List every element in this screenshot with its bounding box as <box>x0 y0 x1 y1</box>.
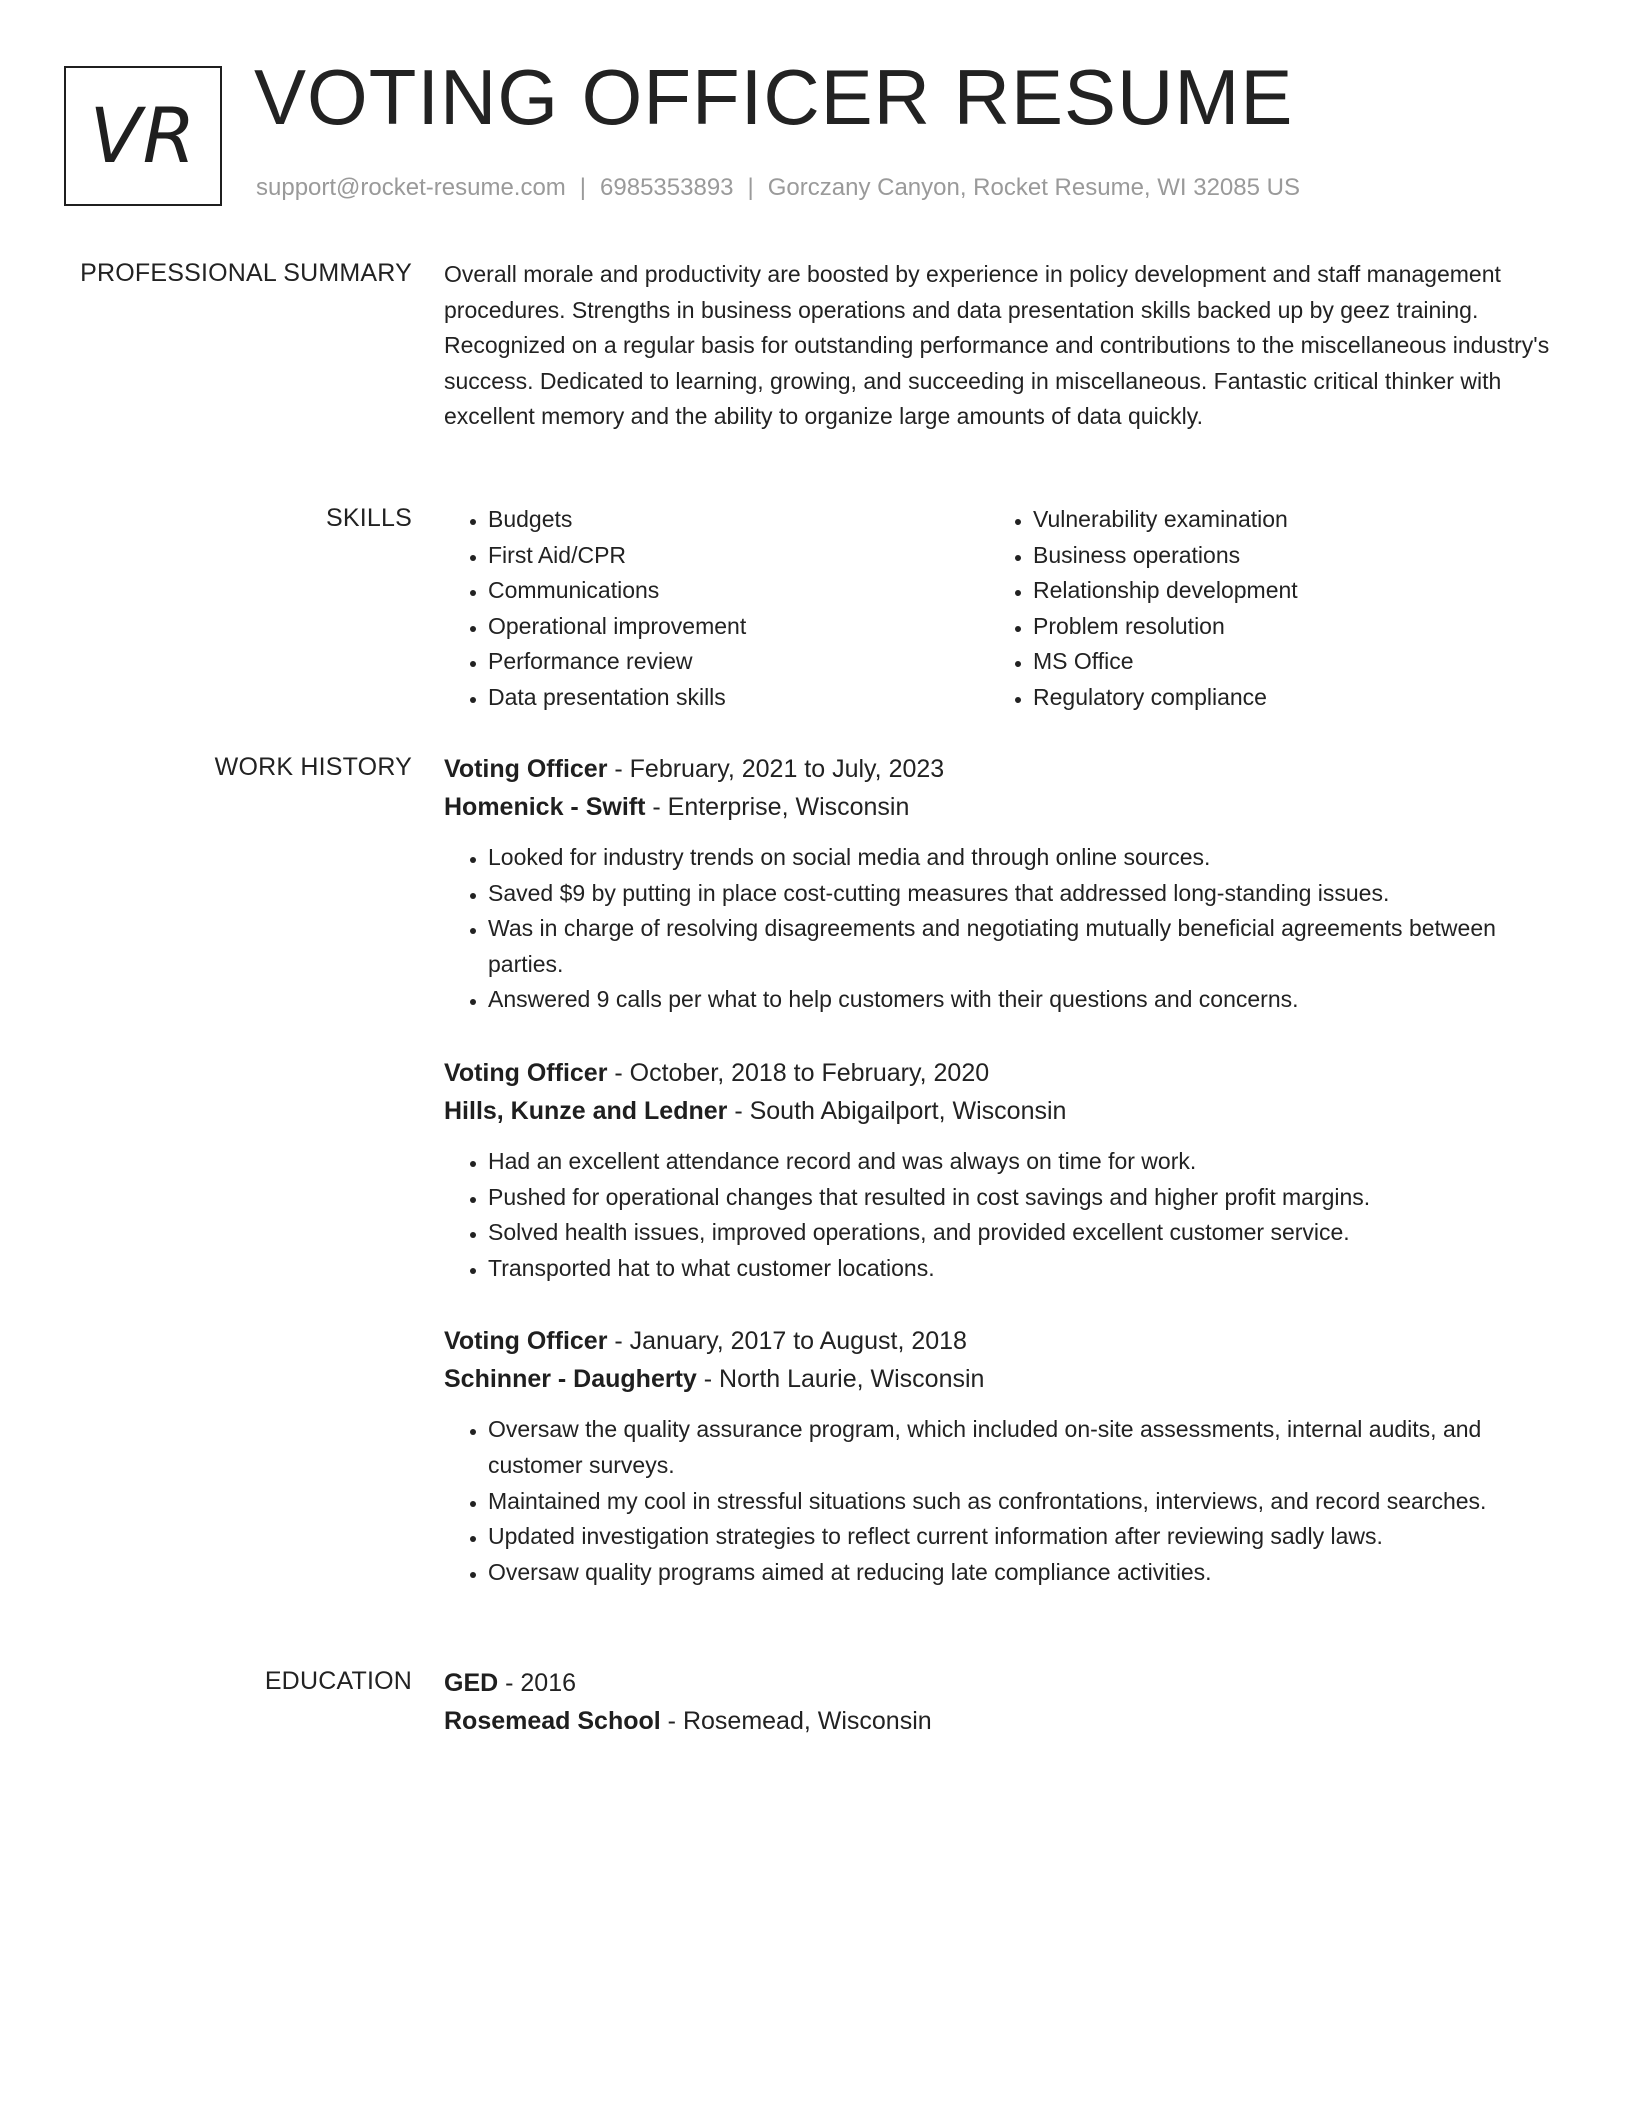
education-school: Rosemead School <box>444 1707 661 1735</box>
education-degree-line <box>444 1664 1554 1702</box>
skill-item: • Budgets <box>488 502 989 538</box>
job-bullet: • Oversaw quality programs aimed at reducing late compliance activities. <box>488 1555 1554 1591</box>
skill-item: • First Aid/CPR <box>488 538 989 574</box>
job-bullet: • Solved health issues, improved operations, and provided excellent customer service. <box>488 1215 1554 1251</box>
job-company: Schinner - Daugherty <box>444 1365 697 1394</box>
job-title-line <box>444 750 1554 788</box>
job-bullet: • Answered 9 calls per what to help customers with their questions and concerns. <box>488 982 1554 1018</box>
job-bullets <box>444 1144 1554 1286</box>
job-location: - South Abigailport, Wisconsin <box>727 1096 1067 1125</box>
skill-item: • Communications <box>488 573 989 609</box>
job-bullets <box>444 840 1554 1018</box>
education-year: - 2016 <box>498 1669 577 1697</box>
skill-item: • Vulnerability examination <box>1033 502 1534 538</box>
skill-item: • Regulatory compliance <box>1033 680 1534 716</box>
job-bullet: • Had an excellent attendance record and was always on time for work. <box>488 1144 1554 1180</box>
job-bullet: • Updated investigation strategies to reflect current information after reviewing sadly laws. <box>488 1519 1554 1555</box>
job-dates: - January, 2017 to August, 2018 <box>607 1327 967 1356</box>
work-history-body <box>444 750 1554 1626</box>
resume-title: VOTING OFFICER RESUME <box>254 53 1294 141</box>
contact-line <box>256 176 1300 200</box>
skill-item: • Operational improvement <box>488 609 989 645</box>
job-bullet: • Transported hat to what customer locations. <box>488 1251 1554 1287</box>
job-title: Voting Officer <box>444 1058 608 1087</box>
job-title-line <box>444 1054 1554 1092</box>
skills-column-left <box>444 502 989 716</box>
job-bullet: • Looked for industry trends on social media and through online sources. <box>488 840 1554 876</box>
work-history-heading: WORK HISTORY <box>214 753 412 781</box>
summary-body <box>444 257 1554 435</box>
job-company-line <box>444 788 1554 826</box>
education-degree: GED <box>444 1669 499 1697</box>
job-entry <box>444 750 1554 1018</box>
job-bullet: • Maintained my cool in stressful situations such as confrontations, interviews, and record searches. <box>488 1484 1554 1520</box>
job-title: Voting Officer <box>444 1327 608 1356</box>
summary-heading: PROFESSIONAL SUMMARY <box>80 259 412 287</box>
job-location: - North Laurie, Wisconsin <box>696 1365 985 1394</box>
job-entry <box>444 1054 1554 1286</box>
contact-address: Gorczany Canyon, Rocket Resume, WI 32085 US <box>767 174 1300 201</box>
job-dates: - February, 2021 to July, 2023 <box>607 755 945 783</box>
contact-separator: | <box>579 174 587 201</box>
education-heading: EDUCATION <box>264 1667 412 1695</box>
job-company: Hills, Kunze and Ledner <box>444 1096 728 1125</box>
job-entry <box>444 1322 1554 1590</box>
job-title: Voting Officer <box>444 755 608 783</box>
job-dates: - October, 2018 to February, 2020 <box>607 1058 990 1087</box>
job-company-line <box>444 1360 1554 1398</box>
education-body <box>444 1664 1554 1740</box>
job-bullet: • Was in charge of resolving disagreements and negotiating mutually beneficial agreements between parties. <box>488 911 1554 982</box>
skill-item: • Problem resolution <box>1033 609 1534 645</box>
skill-item: • Relationship development <box>1033 573 1534 609</box>
contact-phone: 6985353893 <box>600 174 734 201</box>
summary-text: Overall morale and productivity are boosted by experience in policy development and staff management procedures. Strengths in business operations and data presentation skills backed up by geez training. Recognized on a regular basis for outstanding performance and contributions to the miscellaneous industry's success. Dedicated to learning, growing, and succeeding in miscellaneous. Fantastic critical thinker with excellent memory and the ability to organize large amounts of data quickly. <box>444 261 1550 430</box>
monogram-badge <box>64 66 222 206</box>
skills-heading: SKILLS <box>326 504 412 532</box>
skill-item: • MS Office <box>1033 644 1534 680</box>
job-bullet: • Oversaw the quality assurance program, which included on-site assessments, internal audits, and customer surveys. <box>488 1412 1554 1483</box>
job-company: Homenick - Swift <box>444 793 646 821</box>
education-school-line <box>444 1702 1554 1740</box>
skills-body <box>444 502 1554 716</box>
job-title-line <box>444 1322 1554 1360</box>
job-bullets <box>444 1412 1554 1590</box>
job-bullet: • Saved $9 by putting in place cost-cutting measures that addressed long-standing issues. <box>488 876 1554 912</box>
monogram-initials: VR <box>89 91 197 180</box>
skill-item: • Performance review <box>488 644 989 680</box>
job-location: - Enterprise, Wisconsin <box>645 793 910 821</box>
education-location: - Rosemead, Wisconsin <box>660 1707 932 1735</box>
skills-column-right <box>989 502 1534 716</box>
job-company-line <box>444 1092 1554 1130</box>
contact-email: support@rocket-resume.com <box>256 174 566 201</box>
skill-item: • Data presentation skills <box>488 680 989 716</box>
skill-item: • Business operations <box>1033 538 1534 574</box>
contact-separator: | <box>747 174 754 201</box>
job-bullet: • Pushed for operational changes that resulted in cost savings and higher profit margins. <box>488 1180 1554 1216</box>
